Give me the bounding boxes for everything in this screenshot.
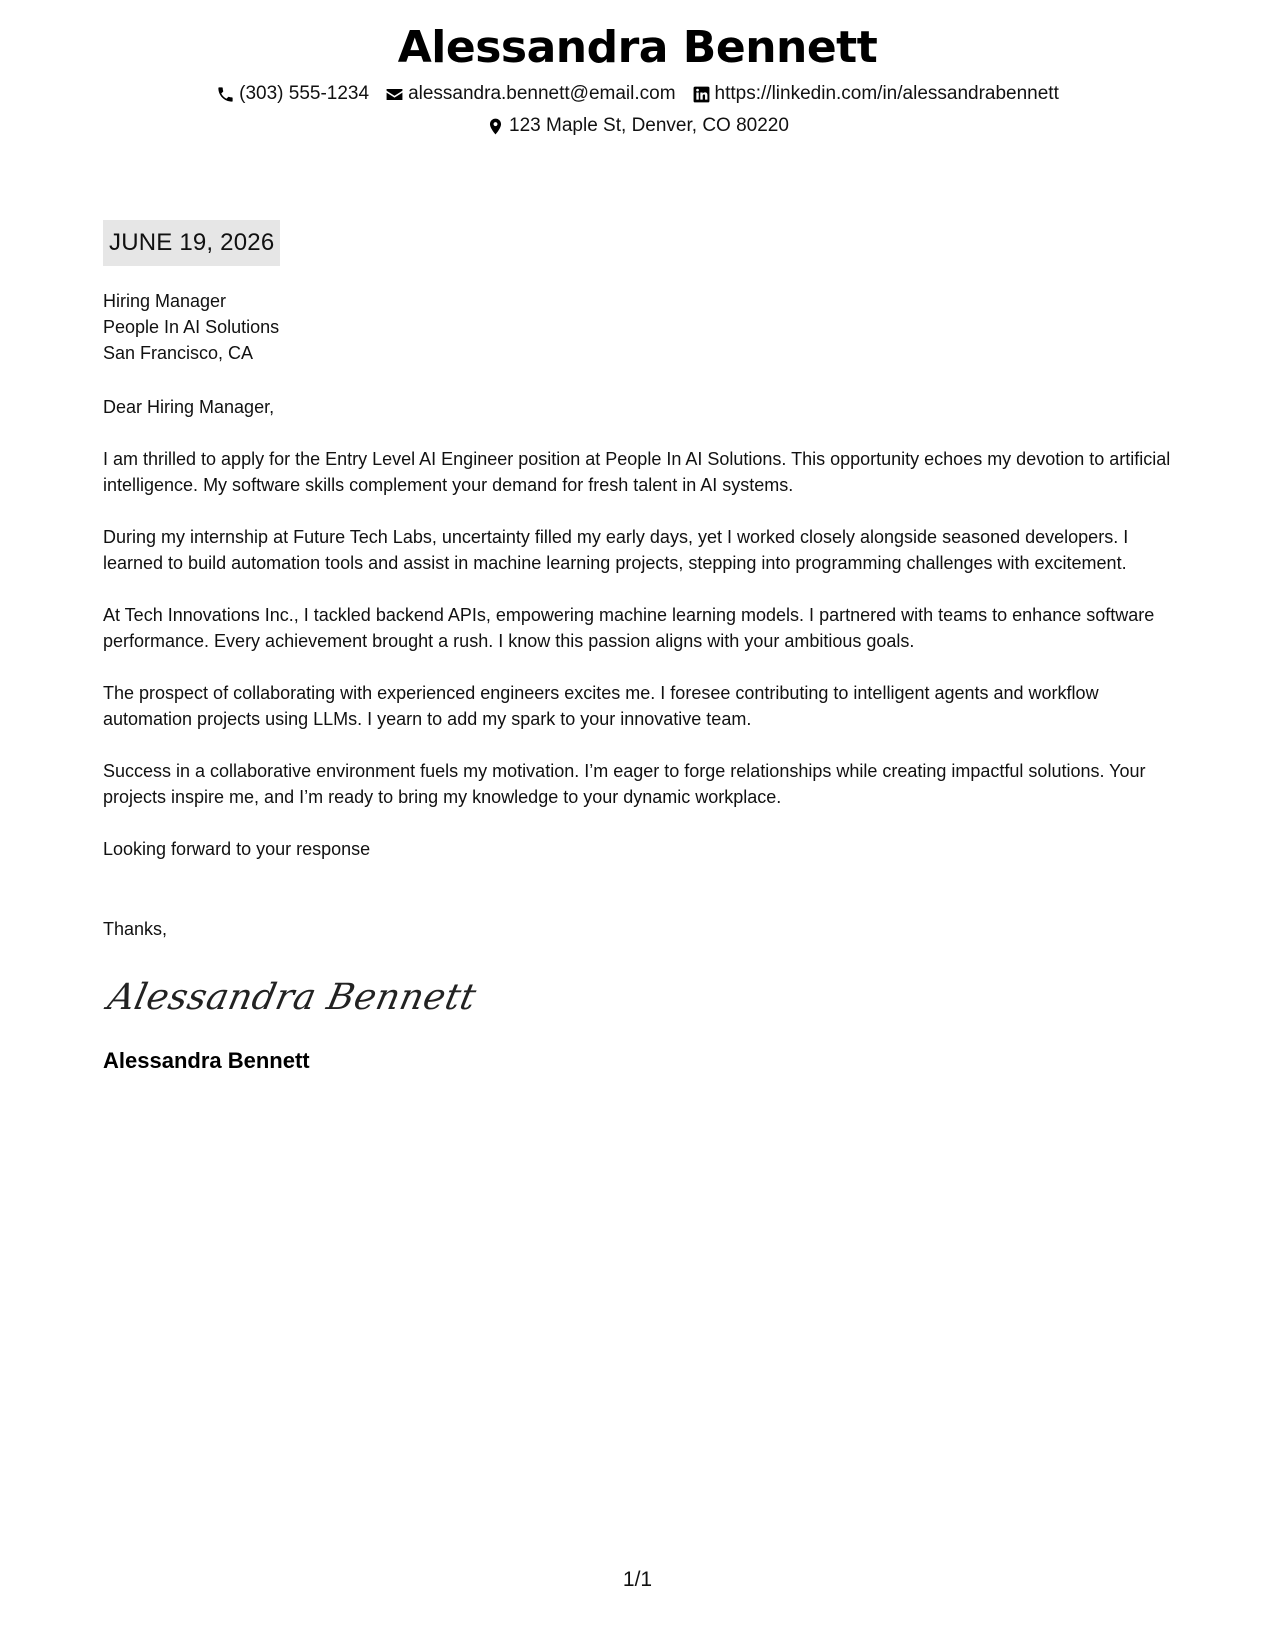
phone-icon (216, 85, 235, 104)
phone-number: (303) 555-1234 (239, 83, 370, 104)
recipient-company: People In AI Solutions (103, 317, 280, 337)
contact-address (486, 110, 789, 142)
recipient-location: San Francisco, CA (103, 343, 254, 363)
body-paragraph: At Tech Innovations Inc., I tackled backend APIs, empowering machine learning models. I partnered with teams to enhance software performance. Every achievement brought a rush. I know this passion aligns with your ambitious goals. (103, 605, 1155, 651)
linkedin-url[interactable]: https://linkedin.com/in/alessandrabennett (714, 83, 1059, 104)
applicant-name: Alessandra Bennett (397, 22, 878, 73)
contact-email[interactable] (385, 78, 675, 110)
body-paragraph: Success in a collaborative environment fuels my motivation. I’m eager to forge relationships while creating impactful solutions. Your projects inspire me, and I’m ready to bring my knowledge to your dynamic workplace. (103, 761, 1146, 807)
body-paragraph: During my internship at Future Tech Labs, uncertainty filled my early days, yet I worked closely alongside seasoned developers. I learned to build automation tools and assist in machine learning projects, stepping into programming challenges with excitement. (103, 527, 1129, 573)
sign-off: Thanks, (103, 919, 168, 939)
contact-linkedin[interactable] (692, 78, 1059, 110)
envelope-icon (385, 85, 404, 104)
letter-date: JUNE 19, 2026 (103, 220, 280, 266)
contact-row-address (0, 110, 1275, 142)
page-number: 1/1 (622, 1568, 653, 1591)
salutation: Dear Hiring Manager, (103, 397, 275, 417)
contact-row-primary (0, 78, 1275, 110)
linkedin-icon (692, 85, 711, 104)
recipient-block (103, 288, 1178, 366)
email-address[interactable]: alessandra.bennett@email.com (408, 83, 676, 104)
closing-line: Looking forward to your response (103, 839, 371, 859)
signer-name: Alessandra Bennett (103, 1048, 310, 1073)
recipient-title: Hiring Manager (103, 291, 227, 311)
body-paragraph: The prospect of collaborating with experienced engineers excites me. I foresee contributing to intelligent agents and workflow automation projects using LLMs. I yearn to add my spark to your innovative team. (103, 683, 1099, 729)
handwritten-signature: Alessandra Bennett (104, 977, 480, 1018)
letter-header (0, 18, 1275, 142)
contact-phone (216, 78, 369, 110)
body-paragraph: I am thrilled to apply for the Entry Level AI Engineer position at People In AI Solutions. This opportunity echoes my devotion to artificial intelligence. My software skills complement your demand for fresh talent in AI systems. (103, 449, 1171, 495)
letter-body (103, 220, 1178, 1076)
map-marker-icon (486, 117, 505, 136)
street-address: 123 Maple St, Denver, CO 80220 (509, 115, 789, 136)
